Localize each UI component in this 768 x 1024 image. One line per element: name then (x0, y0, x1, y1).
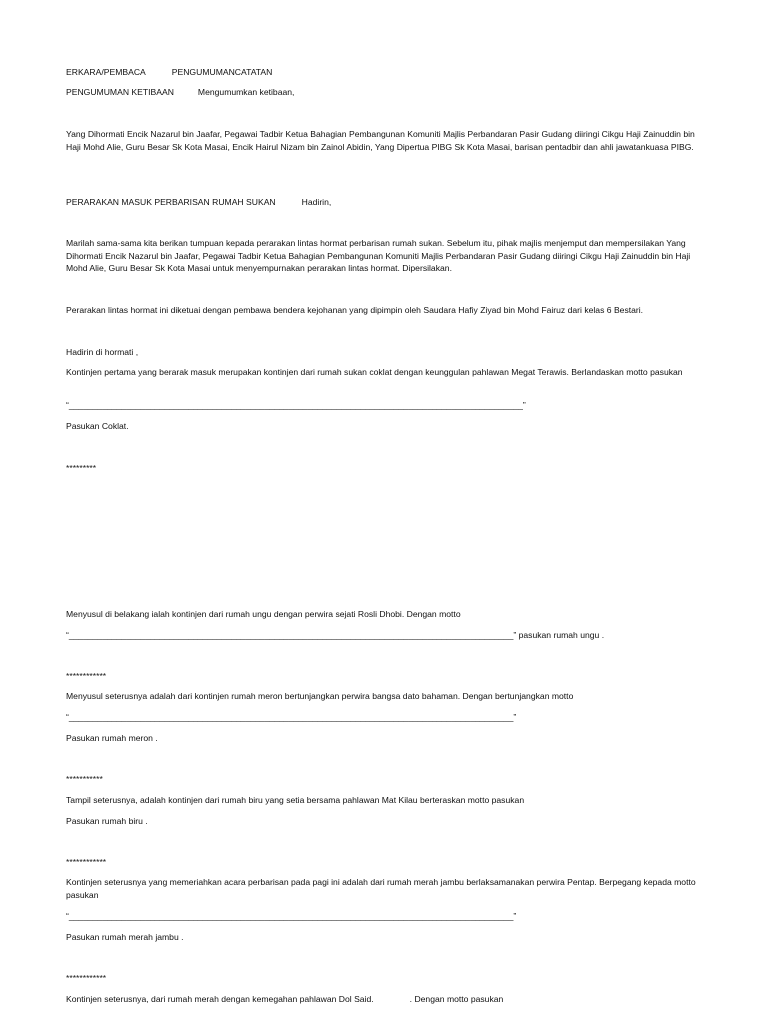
section-text: Hadirin, (301, 197, 332, 207)
separator-stars: *********** (66, 774, 103, 784)
header-erkara: ERKARA/PEMBACA (66, 67, 146, 77)
separator-stars: ************ (66, 671, 107, 681)
motto-line-meron: “_____________________________________________________________________________________________” (66, 712, 517, 722)
paragraph-ketibaan: Yang Dihormati Encik Nazarul bin Jaafar, Pegawai Tadbir Ketua Bahagian Pembangunan Komuniti Majlis Perbandaran Pasir Gudang diiringi Cikgu Haji Zainuddin bin Haji Mohd Alie, Guru Besar Sk Kota Masai, Encik Hairul Nizam bin Zainol Abidin, Yang Dipertua PIBG Sk Kota Masai, barisan pentadbir dan ahli jawatankuasa PIBG. (66, 129, 695, 152)
separator-stars: ********* (66, 463, 97, 473)
paragraph-rumah-merah-jambu: Kontinjen seterusnya yang memeriahkan acara perbarisan pada pagi ini adalah dari rumah merah jambu berlaksamanakan perwira Pentap. Berpegang kepada motto pasukan (66, 877, 696, 900)
motto-line-merah-jambu: “_____________________________________________________________________________________________” (66, 911, 517, 921)
paragraph-text: Kontinjen seterusnya, dari rumah merah dengan kemegahan pahlawan Dol Said. (66, 994, 374, 1004)
section-perarakan-masuk (66, 196, 331, 209)
pasukan-biru-line: Pasukan rumah biru . (66, 816, 148, 826)
pasukan-meron-line: Pasukan rumah meron . (66, 733, 158, 743)
hadirin-line: Hadirin di hormati , (66, 347, 139, 357)
header-pengumuman-catatan: PENGUMUMANCATATAN (171, 67, 273, 77)
section-label: PENGUMUMAN KETIBAAN (66, 87, 174, 97)
paragraph-rumah-meron: Menyusul seterusnya adalah dari kontinjen rumah meron bertunjangkan perwira bangsa dato bahaman. Dengan bertunjangkan motto (66, 691, 574, 701)
pasukan-coklat-line: Pasukan Coklat. (66, 421, 129, 431)
header-line (66, 66, 272, 79)
section-pengumuman-ketibaan (66, 86, 294, 99)
paragraph-tumpuan: Marilah sama-sama kita berikan tumpuan kepada perarakan lintas hormat perbarisan rumah sukan. Sebelum itu, pihak majlis menjemput dan mempersilakan Yang Dihormati Encik Nazarul bin Jaafar, Pegawai Tadbir Ketua Bahagian Pembangunan Komuniti Majlis Perbandaran Pasir Gudang diiringi Cikgu Haji Zainuddin bin Haji Mohd Alie, Guru Besar Sk Kota Masai untuk menyempurnakan perarakan lintas hormat. Dipersilakan. (66, 238, 691, 274)
separator-stars: ************ (66, 857, 107, 867)
section-label: PERARAKAN MASUK PERBARISAN RUMAH SUKAN (66, 197, 276, 207)
paragraph-text-tail: . Dengan motto pasukan (409, 994, 504, 1004)
paragraph-pembawa-bendera: Perarakan lintas hormat ini diketuai dengan pembawa bendera kejohanan yang dipimpin oleh Saudara Hafiy Ziyad bin Mohd Fairuz dari kelas 6 Bestari. (66, 305, 644, 315)
motto-line-coklat: “_______________________________________________________________________________________________” (66, 400, 526, 410)
paragraph-rumah-coklat: Kontinjen pertama yang berarak masuk merupakan kontinjen dari rumah sukan coklat dengan keunggulan pahlawan Megat Terawis. Berlandaskan motto pasukan (66, 367, 683, 377)
section-text: Mengumumkan ketibaan, (197, 87, 295, 97)
paragraph-rumah-merah (66, 993, 503, 1006)
motto-line-ungu: “_____________________________________________________________________________________________” pasukan rumah ungu . (66, 630, 605, 640)
pasukan-merah-jambu-line: Pasukan rumah merah jambu . (66, 932, 184, 942)
paragraph-rumah-ungu: Menyusul di belakang ialah kontinjen dari rumah ungu dengan perwira sejati Rosli Dhobi. Dengan motto (66, 609, 461, 619)
separator-stars: ************ (66, 973, 107, 983)
paragraph-rumah-biru: Tampil seterusnya, adalah kontinjen dari rumah biru yang setia bersama pahlawan Mat Kilau berteraskan motto pasukan (66, 795, 525, 805)
